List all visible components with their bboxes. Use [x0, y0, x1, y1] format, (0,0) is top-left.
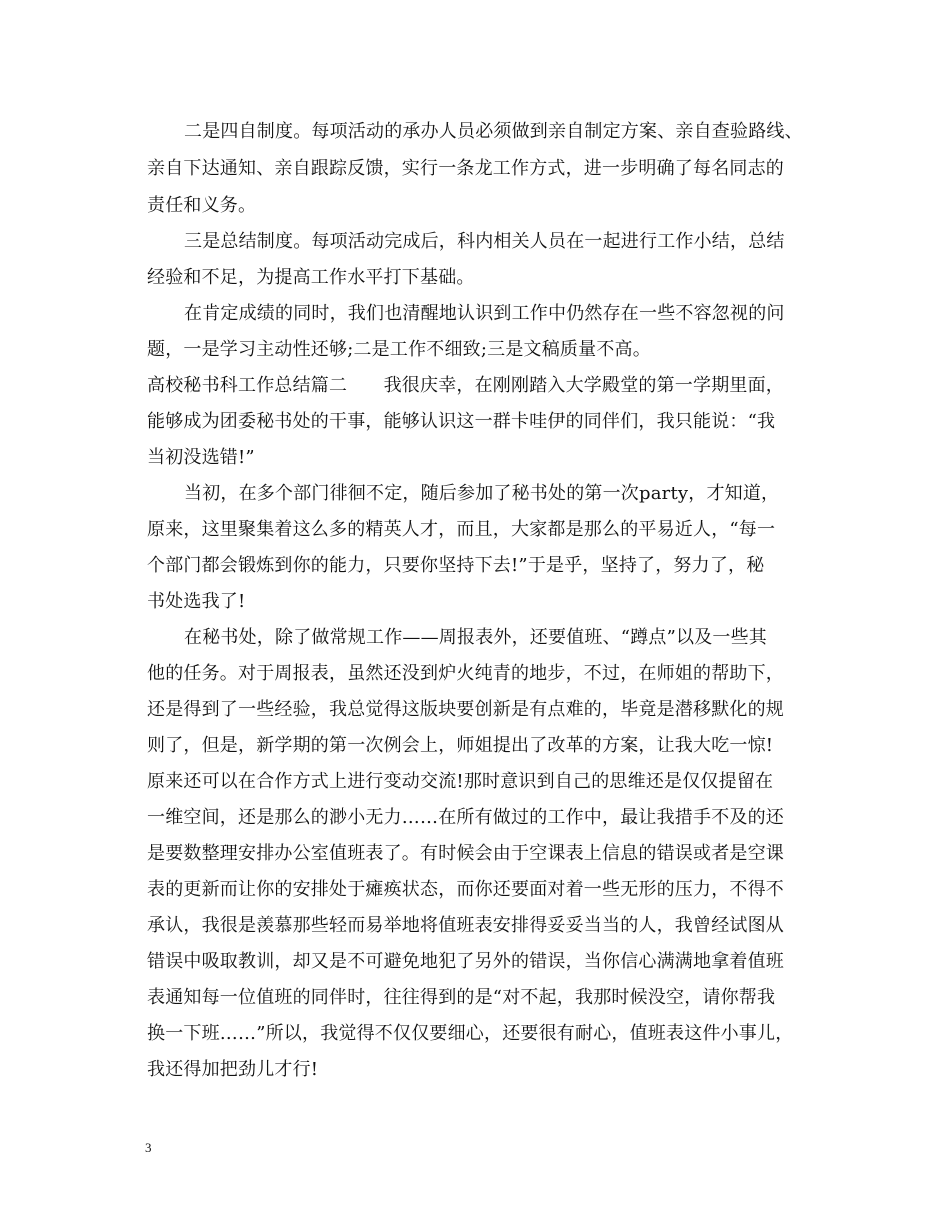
paragraph-line: 能够成为团委秘书处的干事，能够认识这一群卡哇伊的同伴们，我只能说：“我	[147, 411, 776, 432]
paragraph-line: 责任和义务。	[147, 195, 257, 216]
paragraph-line: 当初没选错!”	[147, 447, 255, 468]
paragraph-line: 错误中吸取教训，却又是不可避免地犯了另外的错误，当你信心满满地拿着值班	[147, 951, 784, 972]
paragraph-line: 承认，我很是羡慕那些轻而易举地将值班表安排得妥妥当当的人，我曾经试图从	[147, 915, 784, 936]
paragraph-line: 他的任务。对于周报表，虽然还没到炉火纯青的地步，不过，在师姐的帮助下，	[147, 663, 784, 684]
paragraph-line: 个部门都会锻炼到你的能力，只要你坚持下去!”于是乎，坚持了，努力了，秘	[147, 555, 765, 576]
paragraph-line: 一维空间，还是那么的渺小无力……在所有做过的工作中，最让我措手不及的还	[147, 807, 784, 828]
paragraph-line: 在秘书处，除了做常规工作——周报表外，还要值班、“蹲点”以及一些其	[184, 627, 768, 648]
paragraph-line: 二是四自制度。每项活动的承办人员必须做到亲自制定方案、亲自查验路线、	[184, 121, 803, 142]
paragraph-line: 表通知每一位值班的同伴时，往往得到的是“对不起，我那时候没空，请你帮我	[147, 987, 776, 1008]
paragraph-line: 则了，但是，新学期的第一次例会上，师姐提出了改革的方案，让我大吃一惊!	[147, 735, 774, 756]
paragraph-line: 在肯定成绩的同时，我们也清醒地认识到工作中仍然存在一些不容忽视的问	[184, 303, 785, 324]
paragraph-line: 是要数整理安排办公室值班表了。有时候会由于空课表上信息的错误或者是空课	[147, 843, 784, 864]
paragraph-line: 书处选我了!	[147, 591, 246, 612]
paragraph-line: 三是总结制度。每项活动完成后，科内相关人员在一起进行工作小结，总结	[184, 231, 785, 252]
page-number: 3	[145, 1140, 152, 1155]
section-heading-line: 高校秘书科工作总结篇二 我很庆幸，在刚刚踏入大学殿堂的第一学期里面，	[147, 375, 784, 396]
paragraph-line: 亲自下达通知、亲自跟踪反馈，实行一条龙工作方式，进一步明确了每名同志的	[147, 158, 784, 179]
paragraph-line: 题，一是学习主动性还够;二是工作不细致;三是文稿质量不高。	[147, 339, 651, 360]
paragraph-line: 换一下班……”所以，我觉得不仅仅要细心，还要很有耐心，值班表这件小事儿，	[147, 1023, 794, 1044]
paragraph-line: 经验和不足，为提高工作水平打下基础。	[147, 267, 475, 288]
paragraph-line: 还是得到了一些经验，我总觉得这版块要创新是有点难的，毕竟是潜移默化的规	[147, 699, 784, 720]
paragraph-line: 原来，这里聚集着这么多的精英人才，而且，大家都是那么的平易近人，“每一	[147, 519, 776, 540]
paragraph-line: 原来还可以在合作方式上进行变动交流!那时意识到自己的思维还是仅仅提留在	[147, 771, 774, 792]
paragraph-line: 当初，在多个部门徘徊不定，随后参加了秘书处的第一次party，才知道，	[184, 483, 780, 504]
paragraph-line: 我还得加把劲儿才行!	[147, 1059, 319, 1080]
paragraph-line: 表的更新而让你的安排处于瘫痪状态，而你还要面对着一些无形的压力，不得不	[147, 879, 784, 900]
